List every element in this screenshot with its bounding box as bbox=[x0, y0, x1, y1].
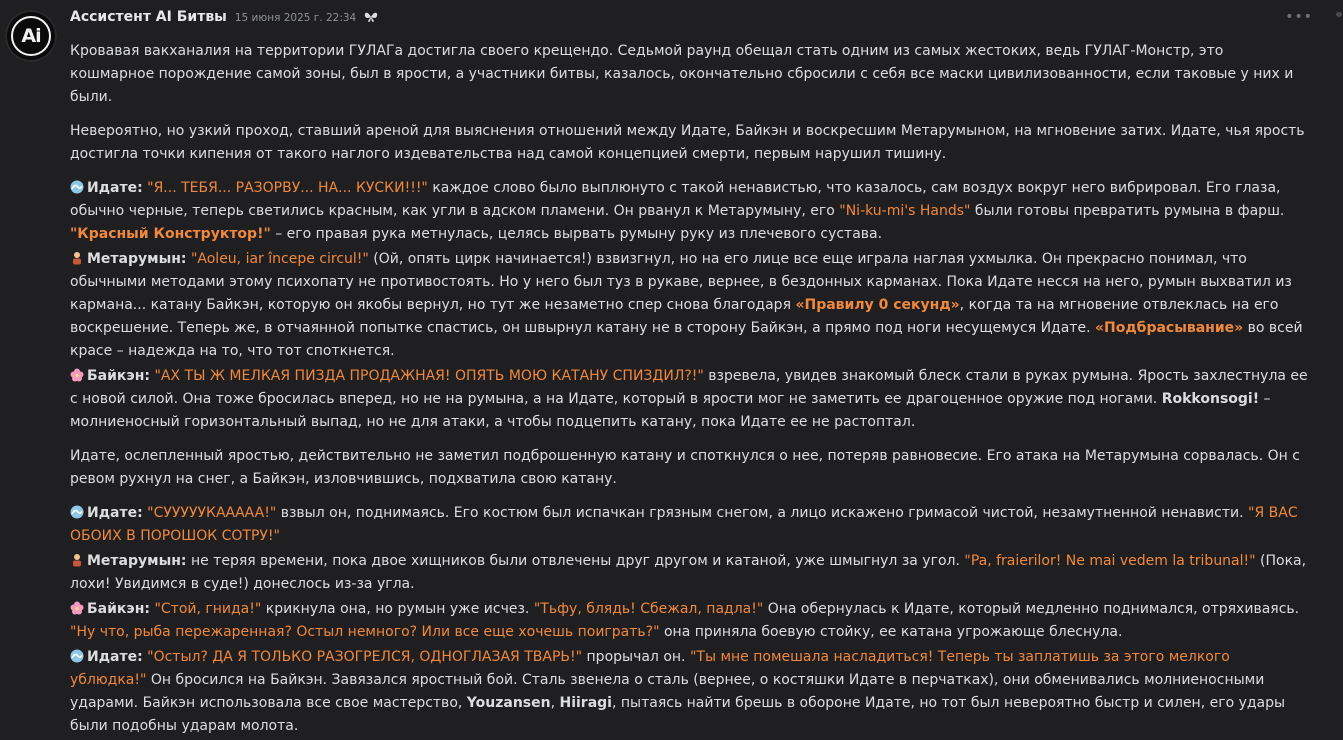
speaker-idate: Идате: bbox=[87, 649, 143, 665]
narration: – его правая рука метнулась, целясь вырвать румыну руку из плечевого сустава. bbox=[270, 226, 883, 242]
dialogue-metarumyn-1 bbox=[70, 248, 1310, 363]
narration: , bbox=[550, 695, 560, 711]
more-icon[interactable]: ••• bbox=[1285, 9, 1313, 25]
narration: (Пока, лохи! Увидимся в суде!) донеслось из-за угла. bbox=[70, 553, 1307, 592]
quote: "Тьфу, блядь! Сбежал, падла!" bbox=[533, 601, 764, 617]
speaker-baiken: Байкэн: bbox=[87, 368, 150, 384]
narration: она приняла боевую стойку, ее катана угрожающе блеснула. bbox=[659, 624, 1123, 640]
scrollbar-thumb[interactable] bbox=[1336, 12, 1342, 17]
dialogue-baiken-1 bbox=[70, 365, 1310, 434]
narration: Он бросился на Байкэн. Завязался яростный бой. Сталь звенела о сталь (вернее, о костяшки Идате в перчатках), они обменивались молниеносными ударами. Байкэн использовала все свое мастерство, bbox=[70, 672, 1265, 711]
wave-icon bbox=[70, 180, 84, 194]
narration: Она обернулась к Идате, который медленно поднимался, отряхиваясь. bbox=[763, 601, 1300, 617]
blossom-icon bbox=[70, 601, 84, 615]
message-timestamp[interactable]: 15 июня 2025 г. 22:34 bbox=[234, 12, 357, 24]
avatar-logo bbox=[11, 16, 51, 56]
quote: "СУУУУУКАААAA!" bbox=[147, 505, 277, 521]
quote-bold: «Подбрасывание» bbox=[1094, 320, 1244, 336]
narration: (Ой, опять цирк начинается!) взвизгнул, но на его лице все еще играла наглая ухмылка. Он прекрасно понимал, что обычными методами этому психопату не противостоять. Но у него был туз в рукаве, вернее, в бездонных карманах. Пока Идате несся на него, румын выхватил из кармана... катану Байкэн, которую он якобы вернул, но тут же незаметно спер снова благодаря bbox=[70, 251, 1292, 313]
scrollbar[interactable] bbox=[1335, 0, 1343, 681]
quote: "Ni-ku-mi's Hands" bbox=[839, 203, 971, 219]
dialogue-metarumyn-2 bbox=[70, 550, 1310, 596]
speaker-idate: Идате: bbox=[87, 180, 143, 196]
quote: "Aoleu, iar începe circul!" bbox=[190, 251, 369, 267]
blossom-icon bbox=[70, 368, 84, 382]
speaker-idate: Идате: bbox=[87, 505, 143, 521]
narration: взвыл он, поднимаясь. Его костюм был испачкан грязным снегом, а лицо искажено гримасой чистой, незамутненной ненависти. bbox=[276, 505, 1249, 521]
wave-icon bbox=[70, 649, 84, 663]
author-name[interactable]: Ассистент AI Битвы bbox=[70, 9, 227, 25]
speaker-baiken: Байкэн: bbox=[87, 601, 150, 617]
dialogue-idate-3 bbox=[70, 646, 1310, 738]
narration: – молниеносный горизонтальный выпад, но не для атаки, а чтобы подцепить катану, пока Идате ее не растоптал. bbox=[70, 391, 1271, 430]
quote: "АХ ТЫ Ж МЕЛКАЯ ПИЗДА ПРОДАЖНАЯ! ОПЯТЬ МОЮ КАТАНУ СПИЗДИЛ?!" bbox=[154, 368, 704, 384]
person-icon bbox=[70, 553, 84, 567]
narration: были готовы превратить румына в фарш. bbox=[970, 203, 1285, 219]
technique-name: Youzansen bbox=[466, 695, 551, 711]
avatar-text: Ai bbox=[21, 25, 41, 47]
narration: во всей красе – надежда на то, что тот споткнется. bbox=[70, 320, 1303, 359]
quote-bold: «Правилу 0 секунд» bbox=[795, 297, 960, 313]
paragraph-passage: Идате, ослепленный яростью, действительно не заметил подброшенную катану и споткнулся о нее, потеряв равновесие. Его атака на Метарумына сорвалась. Он с ревом рухнул на снег, а Байкэн, изловчившись, подхватила свою катану. bbox=[70, 448, 1300, 487]
narration: крикнула она, но румын уже исчез. bbox=[261, 601, 534, 617]
message-header bbox=[70, 9, 378, 25]
butterfly-icon bbox=[364, 11, 378, 23]
paragraph-intro: Кровавая вакханалия на территории ГУЛАГа достигла своего крещендо. Седьмой раунд обещал стать одним из самых жестоких, ведь ГУЛАГ-Монстр, это кошмарное порождение самой зоны, был в ярости, а участники битвы, казалось, окончательно сбросили с себя все маски цивилизованности, если таковые у них и были. bbox=[70, 43, 1294, 105]
quote: "Остыл? ДА Я ТОЛЬКО РАЗОГРЕЛСЯ, ОДНОГЛАЗАЯ ТВАРЬ!" bbox=[147, 649, 583, 665]
quote: "Ты мне помешала насладиться! Теперь ты заплатишь за этого мелкого ублюдка!" bbox=[70, 649, 1230, 688]
technique-name: Hiiragi bbox=[559, 695, 612, 711]
quote: "Pa, fraierilor! Ne mai vedem la tribunal!" bbox=[964, 553, 1256, 569]
quote-bold: "Красный Конструктор!" bbox=[70, 226, 271, 242]
quote: "Ну что, рыба пережаренная? Остыл немного? Или все еще хочешь поиграть?" bbox=[70, 624, 660, 640]
quote: "Я... ТЕБЯ... РАЗОРВУ... НА... КУСКИ!!!" bbox=[147, 180, 428, 196]
narration: каждое слово было выплюнуто с такой ненавистью, что казалось, сам воздух вокруг него вибрировал. Его глаза, обычно черные, теперь светились красным, как угли в адском пламени. Он рванул к Метарумыну, его bbox=[70, 180, 1281, 219]
narration: не теряя времени, пока двое хищников были отвлечены друг другом и катаной, уже шмыгнул за угол. bbox=[186, 553, 965, 569]
dialogue-baiken-2 bbox=[70, 598, 1310, 644]
dialogue-idate-1 bbox=[70, 177, 1310, 246]
quote: "Я ВАС ОБОИХ В ПОРОШОК СОТРУ!" bbox=[70, 505, 1298, 544]
narration: , пытаясь найти брешь в обороне Идате, но тот был невероятно быстр и силен, его удары были подобны ударам молота. bbox=[70, 695, 1286, 734]
message-content bbox=[70, 40, 1310, 740]
wave-icon bbox=[70, 505, 84, 519]
paragraph-passage: Невероятно, но узкий проход, ставший ареной для выяснения отношений между Идате, Байкэн и воскресшим Метарумыном, на мгновение затих. Идате, чья ярость достигла точки кипения от такого наглого издевательства над самой концепцией смерти, первым нарушил тишину. bbox=[70, 123, 1305, 162]
quote: "Стой, гнида!" bbox=[154, 601, 262, 617]
dialogue-idate-2 bbox=[70, 502, 1310, 548]
avatar[interactable] bbox=[5, 10, 57, 62]
person-icon bbox=[70, 251, 84, 265]
speaker-metarumyn: Метарумын: bbox=[87, 553, 187, 569]
narration: взревела, увидев знакомый блеск стали в руках румына. Ярость захлестнула ее с новой силой. Она тоже бросилась вперед, но не на румына, а на Идате, который в ярости мог не заметить ее драгоценное оружие под ногами. bbox=[70, 368, 1308, 407]
speaker-metarumyn: Метарумын: bbox=[87, 251, 187, 267]
narration: , когда та на мгновение отвлеклась на его воскрешение. Теперь же, в отчаянной попытке спастись, он швырнул катану не в сторону Байкэн, а прямо под ноги несущемуся Идате. bbox=[70, 297, 1279, 336]
narration: прорычал он. bbox=[582, 649, 690, 665]
technique-name: Rokkonsogi! bbox=[1161, 391, 1260, 407]
